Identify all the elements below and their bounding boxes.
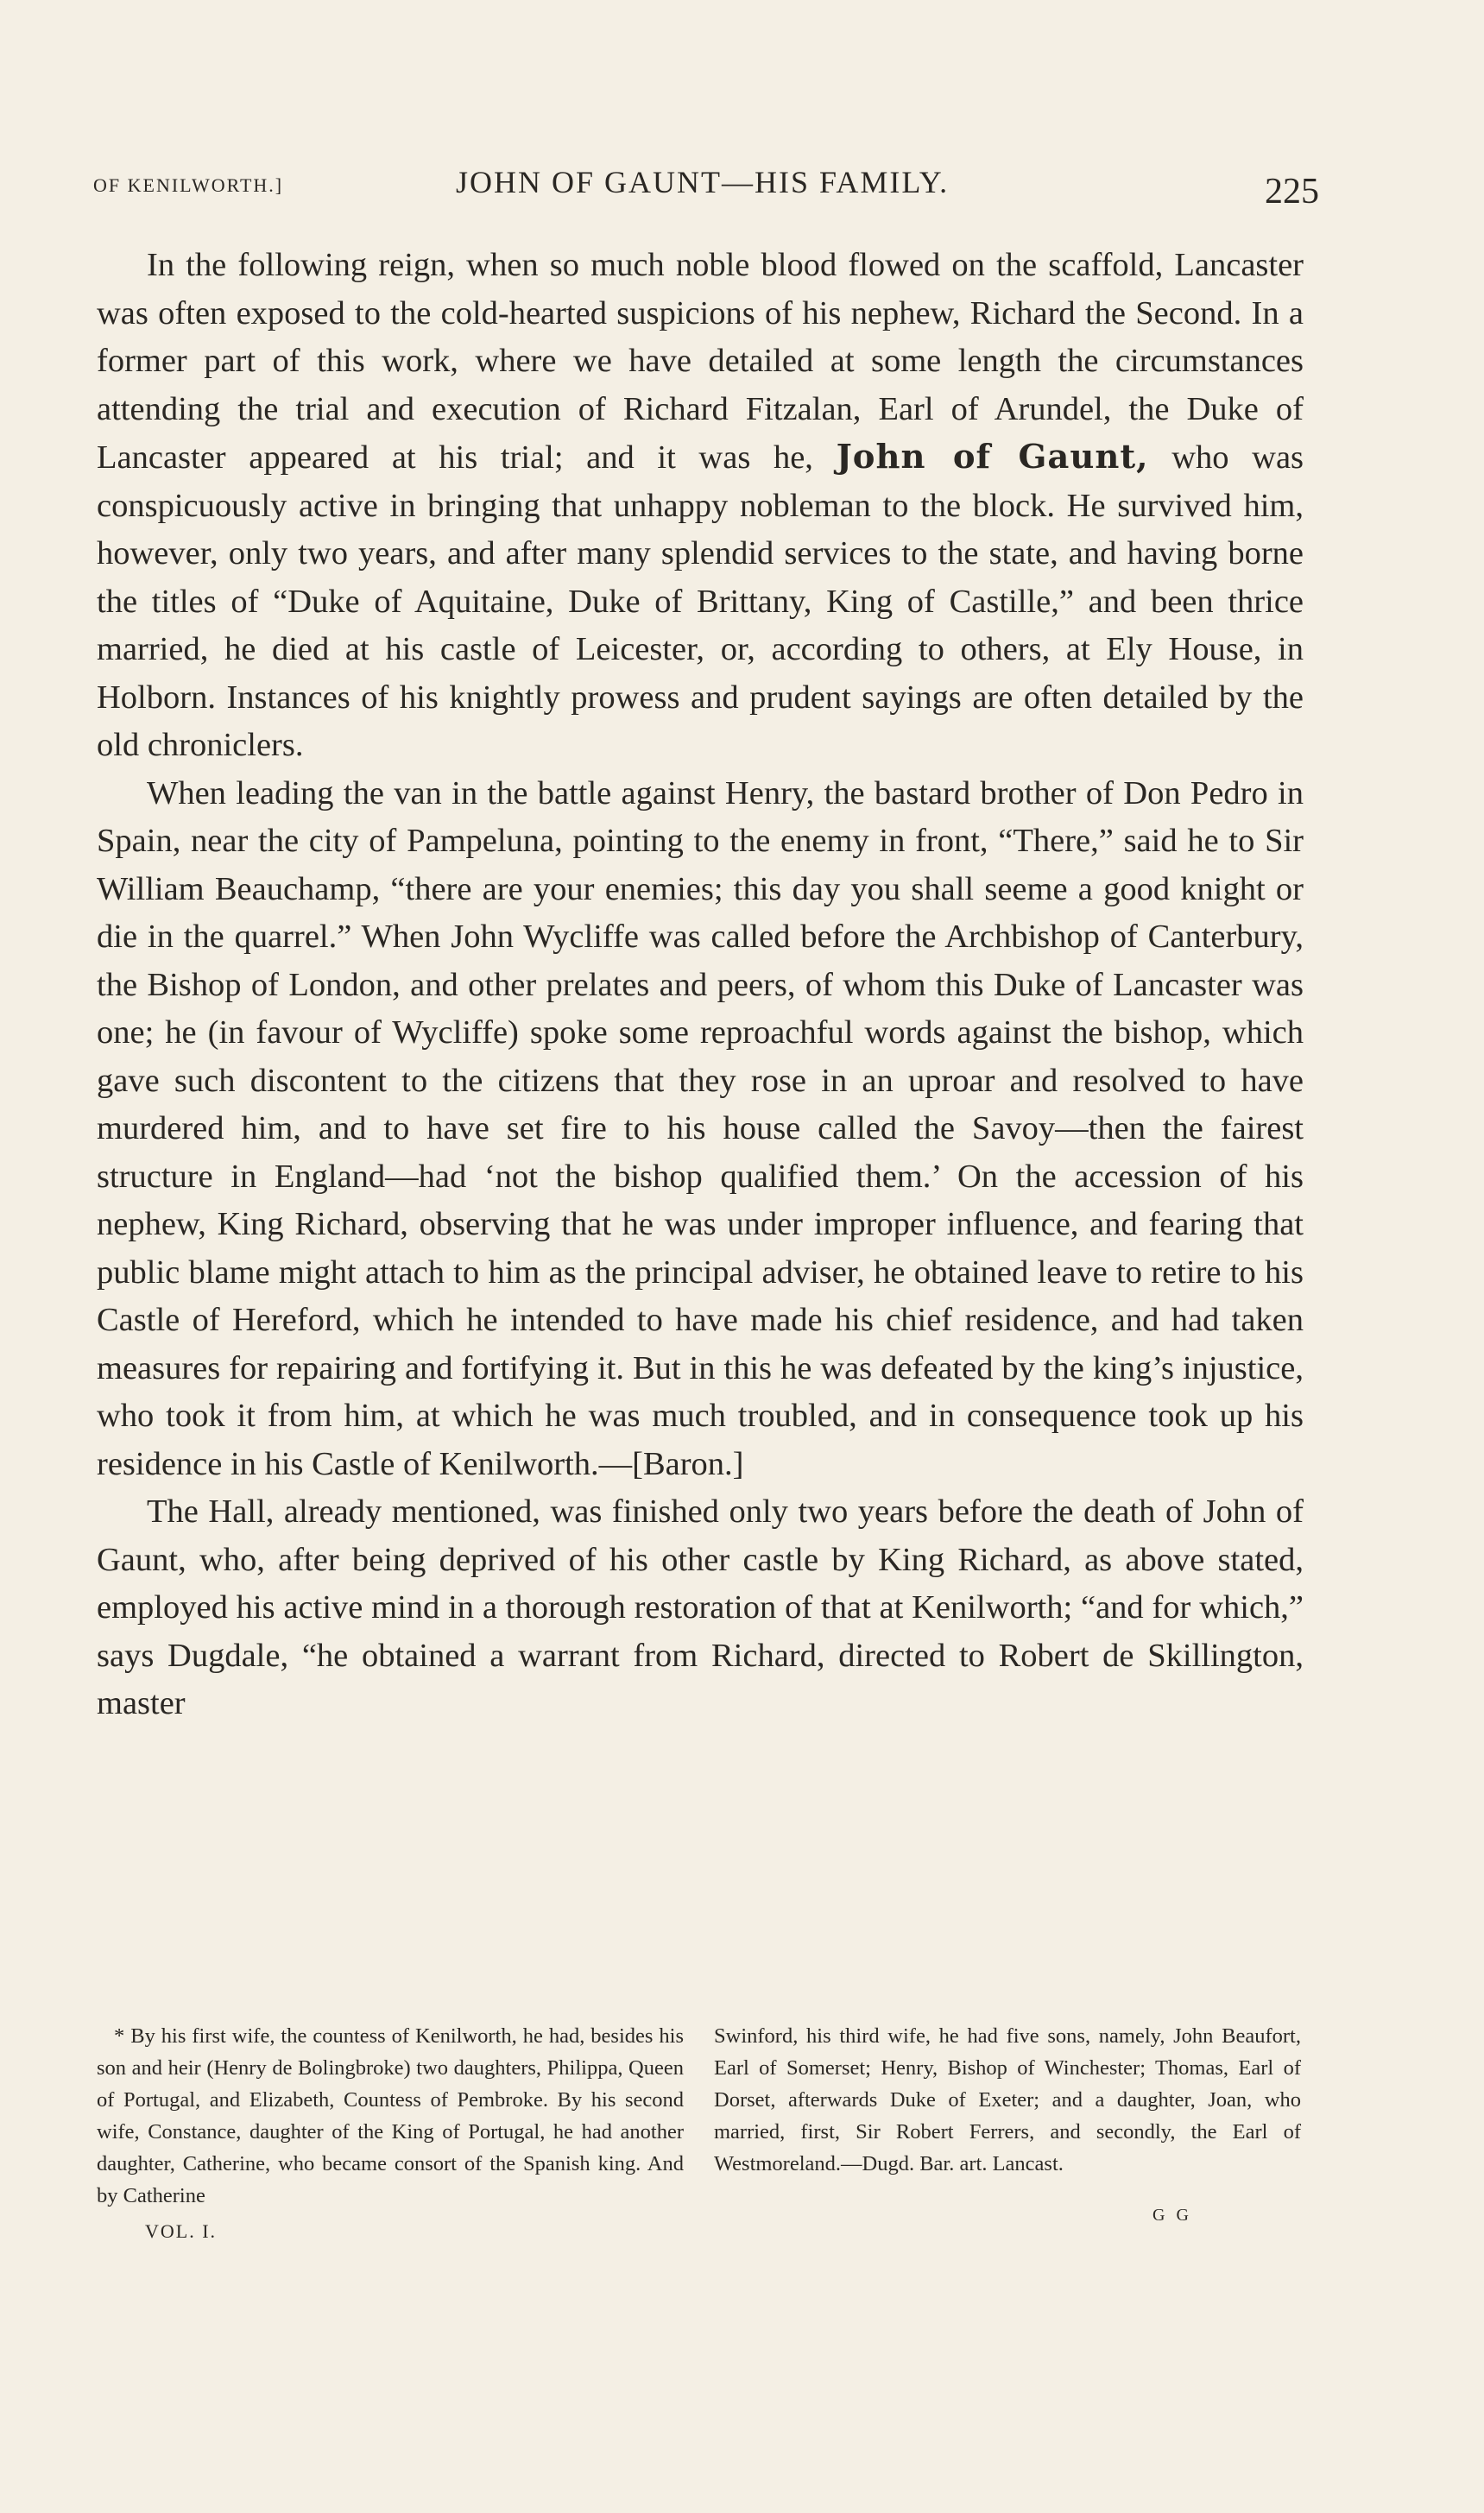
paragraph-1 (97, 242, 1304, 770)
running-head-title: JOHN OF GAUNT—HIS FAMILY. (456, 165, 950, 199)
running-head-section: OF KENILWORTH.] (93, 174, 284, 196)
main-text (97, 242, 1304, 1728)
footnote-left-column: * By his first wife, the countess of Kenilworth, he had, besides his son and heir (Henry de Bolingbroke) two daughters, Philippa, Queen of Portugal, and Elizabeth, Countess of Pembroke. By his second wife, Constance, daughter of the King of Portugal, he had another daughter, Catherine, who became consort of the Spanish king. And by Catherine (97, 2024, 684, 2207)
volume-label: VOL. I. (145, 2220, 218, 2242)
page-number: 225 (1265, 172, 1319, 212)
footnotes (97, 2020, 1301, 2212)
signature-mark: G G (1152, 2206, 1192, 2225)
paragraph-2: When leading the van in the battle against Henry, the bastard brother of Don Pedro in Spain, near the city of Pampeluna, pointing to the enemy in front, “There,” said he to Sir William Beauchamp, “there are your enemies; this day you shall seeme a good knight or die in the quarrel.” When John Wycliffe was called before the Archbishop of Canterbury, the Bishop of London, and other prelates and peers, of whom this Duke of Lancaster was one; he (in favour of Wycliffe) spoke some reproachful words against the bishop, which gave such discontent to the citizens that they rose in an uproar and resolved to have murdered him, and to have set fire to his house called the Savoy—then the fairest structure in England—had ‘not the bishop qualified them.’ On the accession of his nephew, King Richard, observing that he was under improper influence, and fearing that public blame might attach to him as the principal adviser, he obtained leave to retire to his Castle of Hereford, which he intended to have made his chief residence, and had taken measures for repairing and fortifying it. But in this he was defeated by the king’s injustice, who took it from him, at which he was much troubled, and in consequence took up his residence in his Castle of Kenilworth.—[Baron.] (97, 774, 1304, 1482)
footnote-right-column: Swinford, his third wife, he had five sons, namely, John Beaufort, Earl of Somerset; Henry, Bishop of Winchester; Thomas, Earl of Dorset, afterwards Duke of Exeter; and a daughter, Joan, who married, first, Sir Robert Ferrers, and secondly, the Earl of Westmoreland.—Dugd. Bar. art. Lancast. (714, 2024, 1301, 2175)
running-head (93, 164, 1319, 216)
paragraph-3: The Hall, already mentioned, was finished only two years before the death of John of Gaunt, who, after being deprived of his other castle by King Richard, as above stated, employed his active mind in a thorough restoration of that at Kenilworth; “and for which,” says Dugdale, “he obtained a warrant from Richard, directed to Robert de Skillington, master (97, 1493, 1304, 1721)
blackletter-name: John of Gaunt, (836, 438, 1149, 477)
paragraph-1-part-b: who was conspicuously active in bringing that unhappy nobleman to the block. He survived him, however, only two years, and after many splendid services to the state, and having borne the titles of “Duke of Aquitaine, Duke of Brittany, King of Castille,” and been thrice married, he died at his castle of Leicester, or, according to others, at Ely House, in Holborn. Instances of his knightly prowess and prudent sayings are often detailed by the old chroniclers. (97, 439, 1304, 763)
paragraph-1-part-a: In the following reign, when so much noble blood flowed on the scaffold, Lancaster was often exposed to the cold-hearted suspicions of his nephew, Richard the Second. In a former part of this work, where we have detailed at some length the circumstances attending the trial and execution of Richard Fitzalan, Earl of Arundel, the Duke of Lancaster appeared at his trial; and it was he, (97, 247, 1304, 476)
